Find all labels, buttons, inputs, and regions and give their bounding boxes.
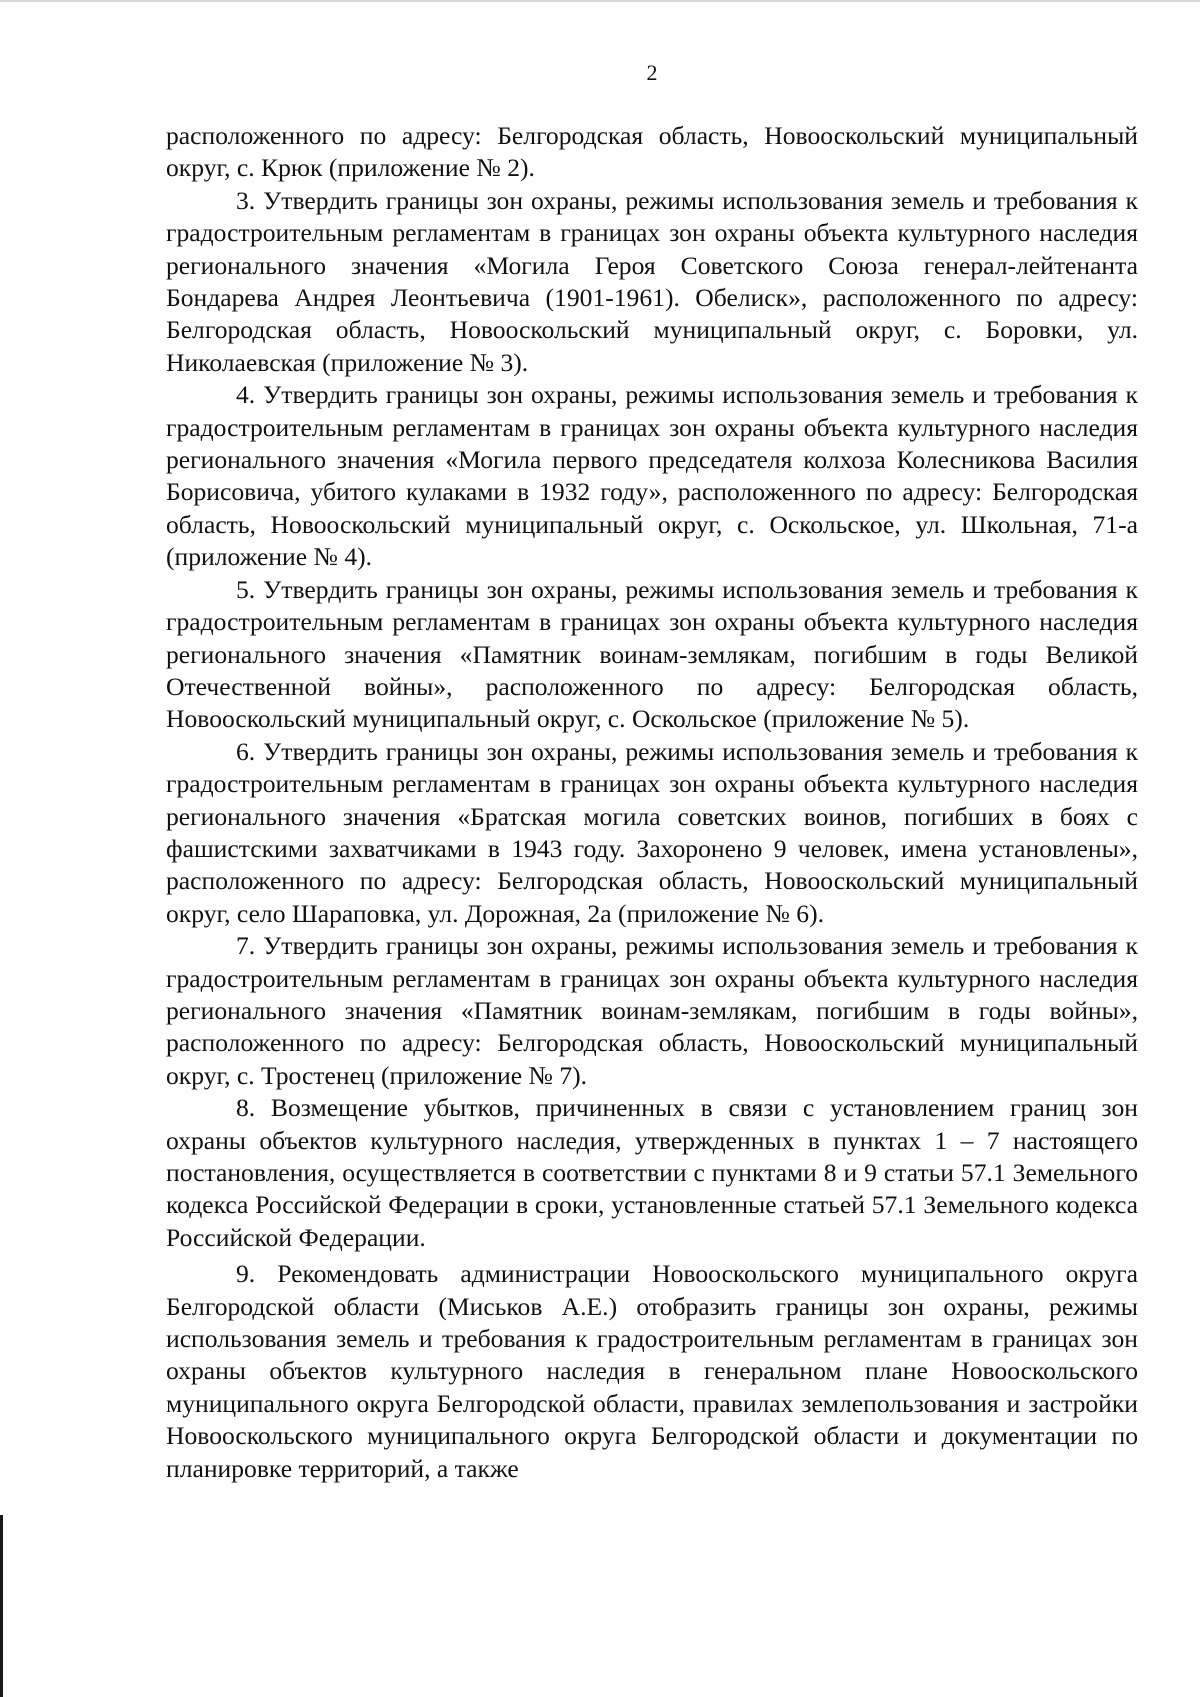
page-number: 2 [646,60,658,85]
document-body [166,120,1138,1485]
paragraph-item-9: 9. Рекомендовать администрации Новооскольского муниципального округа Белгородской области (Миськов А.Е.) отобразить границы зон охраны, режимы использования земель и требования к градостроительным регламентам в границах зон охраны объектов культурного наследия в генеральном плане Новооскольского муниципального округа Белгородской области, правилах землепользования и застройки Новооскольского муниципального округа Белгородской области и документации по планировке территорий, а также [166,1259,1138,1483]
paragraph-item-3: 3. Утвердить границы зон охраны, режимы использования земель и требования к градостроительным регламентам в границах зон охраны объекта культурного наследия регионального значения «Могила Героя Советского Союза генерал-лейтенанта Бондарева Андрея Леонтьевича (1901-1961). Обелиск», расположенного по адресу: Белгородская область, Новооскольский муниципальный округ, с. Боровки, ул. Николаевская (приложение № 3). [166,185,1138,377]
paragraph-item-7: 7. Утвердить границы зон охраны, режимы использования земель и требования к градостроительным регламентам в границах зон охраны объекта культурного наследия регионального значения «Памятник воинам-землякам, погибшим в годы войны», расположенного по адресу: Белгородская область, Новооскольский муниципальный округ, с. Тростенец (приложение № 7). [166,931,1138,1090]
paragraph-item-4: 4. Утвердить границы зон охраны, режимы использования земель и требования к градостроительным регламентам в границах зон охраны объекта культурного наследия регионального значения «Могила первого председателя колхоза Колесникова Василия Борисовича, убитого кулаками в 1932 году», расположенного по адресу: Белгородская область, Новооскольский муниципальный округ, с. Оскольское, ул. Школьная, 71-а (приложение № 4). [166,380,1138,572]
paragraph-continuation: расположенного по адресу: Белгородская область, Новооскольский муниципальный округ, с. Крюк (приложение № 2). [166,121,1138,183]
scan-edge-top [0,0,1200,2]
paragraph-item-6: 6. Утвердить границы зон охраны, режимы использования земель и требования к градостроительным регламентам в границах зон охраны объекта культурного наследия регионального значения «Братская могила советских воинов, погибших в боях с фашистскими захватчиками в 1943 году. Захоронено 9 человек, имена установлены», расположенного по адресу: Белгородская область, Новооскольский муниципальный округ, село Шараповка, ул. Дорожная, 2а (приложение № 6). [166,736,1138,928]
paragraph-item-5: 5. Утвердить границы зон охраны, режимы использования земель и требования к градостроительным регламентам в границах зон охраны объекта культурного наследия регионального значения «Памятник воинам-землякам, погибшим в годы Великой Отечественной войны», расположенного по адресу: Белгородская область, Новооскольский муниципальный округ, с. Оскольское (приложение № 5). [166,574,1138,734]
paragraph-item-8: 8. Возмещение убытков, причиненных в связи с установлением границ зон охраны объектов культурного наследия, утвержденных в пунктах 1 – 7 настоящего постановления, осуществляется в соответствии с пунктами 8 и 9 статьи 57.1 Земельного кодекса Российской Федерации в сроки, установленные статьей 57.1 Земельного кодекса Российской Федерации. [166,1093,1138,1252]
scan-edge-left [0,1515,3,1697]
